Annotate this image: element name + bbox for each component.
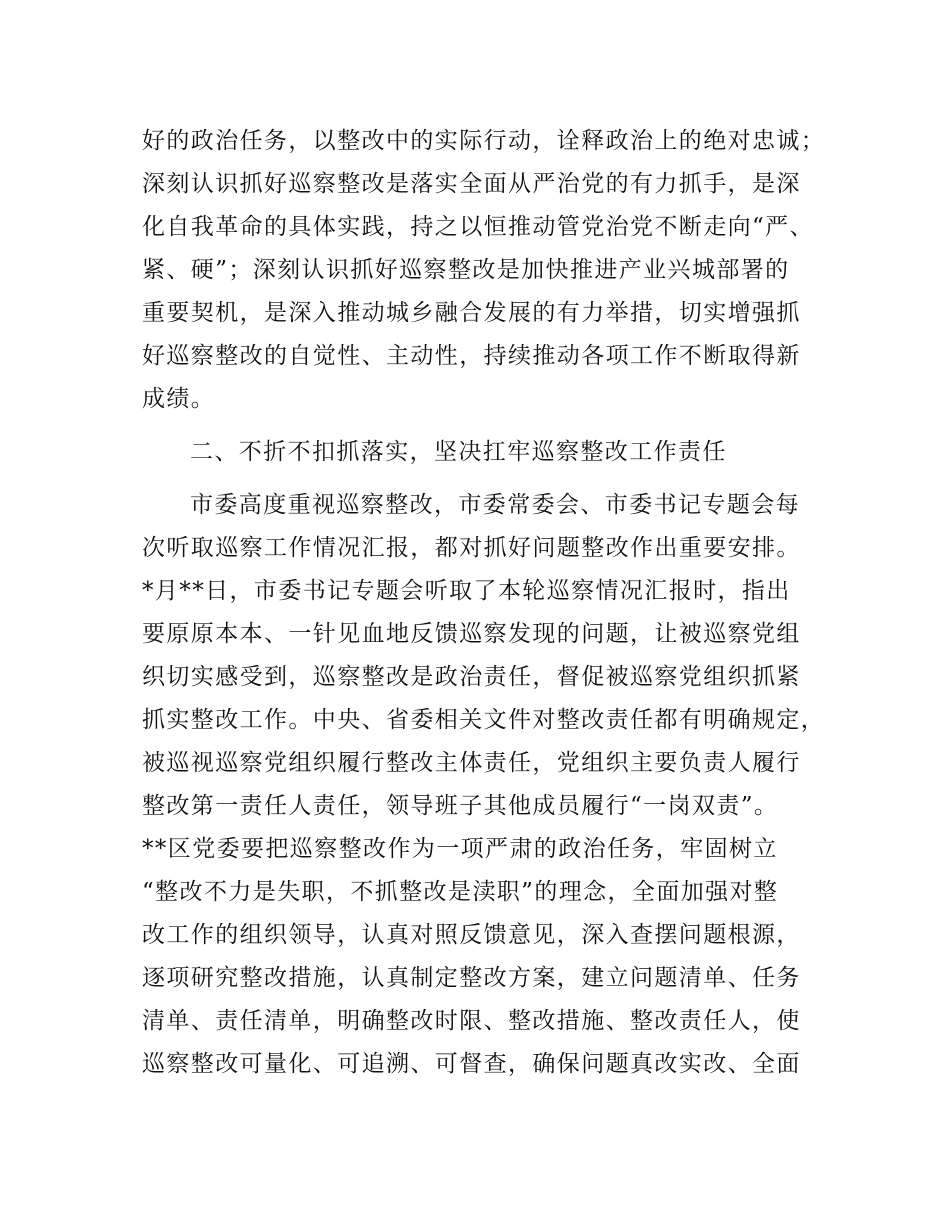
text-line: 织切实感受到，巡察整改是政治责任，督促被巡察党组织抓紧 [142,664,801,690]
paragraph-first-line: 市委高度重视巡察整改，市委常委会、市委书记专题会每 [190,492,800,518]
text-line: **区党委要把巡察整改作为一项严肃的政治任务，牢固树立 [142,836,778,862]
text-line: 清单、责任清单，明确整改时限、整改措施、整改责任人，使 [142,1008,801,1034]
text-line: 成绩。 [142,386,216,412]
text-line: 深刻认识抓好巡察整改是落实全面从严治党的有力抓手，是深 [142,171,801,197]
text-line: 化自我革命的具体实践，持之以恒推动管党治党不断走向“严、 [142,214,814,240]
text-line: 逐项研究整改措施，认真制定整改方案，建立问题清单、任务 [142,965,801,991]
text-line: 好巡察整改的自觉性、主动性，持续推动各项工作不断取得新 [142,343,801,369]
text-line: 被巡视巡察党组织履行整改主体责任，党组织主要负责人履行 [142,750,801,776]
text-line: 紧、硬”；深刻认识抓好巡察整改是加快推进产业兴城部署的 [142,257,790,283]
text-line: 重要契机，是深入推动城乡融合发展的有力举措，切实增强抓 [142,300,801,326]
text-line: “整改不力是失职，不抓整改是渎职”的理念，全面加强对整 [142,879,779,905]
text-line: 整改第一责任人责任，领导班子其他成员履行“一岗双责”。 [142,793,779,819]
text-line: 改工作的组织领导，认真对照反馈意见，深入查摆问题根源， [142,922,801,948]
text-line: 要原原本本、一针见血地反馈巡察发现的问题，让被巡察党组 [142,621,801,647]
text-line: 次听取巡察工作情况汇报，都对抓好问题整改作出重要安排。 [142,535,801,561]
text-line: 好的政治任务，以整改中的实际行动，诠释政治上的绝对忠诚； [142,128,826,154]
text-line: 抓实整改工作。中央、省委相关文件对整改责任都有明确规定， [142,707,826,733]
text-line: *月**日，市委书记专题会听取了本轮巡察情况汇报时，指出 [142,578,791,604]
text-line: 巡察整改可量化、可追溯、可督查，确保问题真改实改、全面 [142,1051,801,1077]
section-heading: 二、不折不扣抓落实，坚决扛牢巡察整改工作责任 [190,439,727,465]
